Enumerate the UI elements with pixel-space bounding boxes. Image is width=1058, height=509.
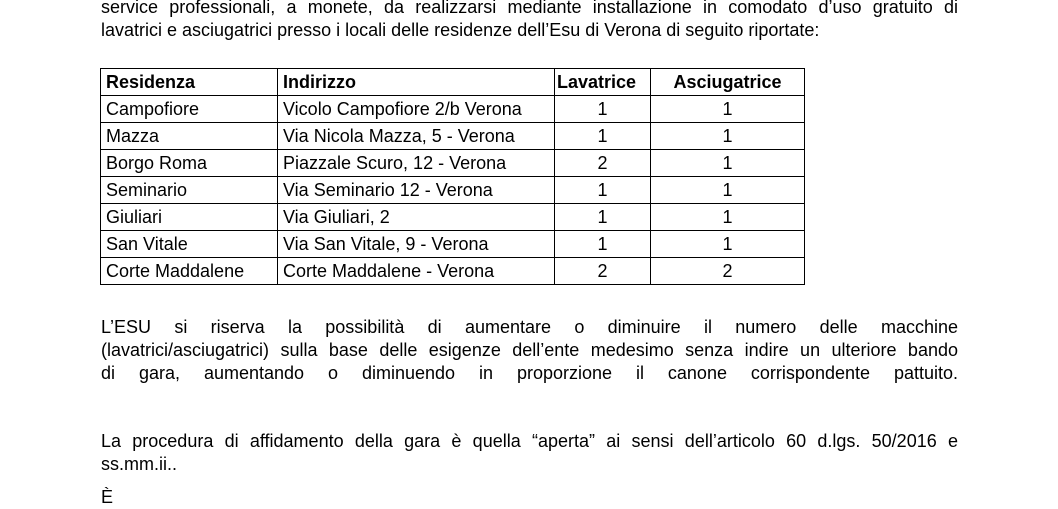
washers-cell: 1 [555, 123, 651, 150]
header-address: Indirizzo [278, 69, 555, 96]
reserve-line-2: (lavatrici/asciugatrici) sulla base delle esigenze dell’ente medesimo senza indire un ulteriore bando [101, 340, 958, 360]
dryers-cell: 1 [651, 231, 805, 258]
dryers-cell: 1 [651, 96, 805, 123]
trailing-text: È [101, 487, 114, 507]
procedure-line-1: La procedura di affidamento della gara è quella “aperta” ai sensi dell’articolo 60 d.lgs. 50/2016 e [101, 431, 958, 451]
washers-cell: 1 [555, 204, 651, 231]
dryers-cell: 1 [651, 177, 805, 204]
dryers-cell: 1 [651, 150, 805, 177]
table-row [101, 150, 805, 177]
residence-cell: Mazza [101, 123, 278, 150]
washers-cell: 1 [555, 177, 651, 204]
table-row [101, 258, 805, 285]
residence-cell: Campofiore [101, 96, 278, 123]
residence-cell: Corte Maddalene [101, 258, 278, 285]
residence-cell: Borgo Roma [101, 150, 278, 177]
residences-table [100, 68, 805, 285]
washers-cell: 1 [555, 96, 651, 123]
reserve-line-3: di gara, aumentando o diminuendo in proporzione il canone corrispondente pattuito. [101, 363, 958, 383]
procedure-paragraph [101, 430, 958, 476]
address-cell: Vicolo Campofiore 2/b Verona [278, 96, 555, 123]
washers-cell: 2 [555, 258, 651, 285]
table-row [101, 96, 805, 123]
address-cell: Via Nicola Mazza, 5 - Verona [278, 123, 555, 150]
table-row [101, 177, 805, 204]
reserve-paragraph [101, 316, 958, 385]
residence-cell: San Vitale [101, 231, 278, 258]
dryers-cell: 1 [651, 204, 805, 231]
table-header-row [101, 69, 805, 96]
intro-line-1: service professionali, a monete, da realizzarsi mediante installazione in comodato d’uso gratuito di [101, 0, 958, 17]
address-cell: Piazzale Scuro, 12 - Verona [278, 150, 555, 177]
table-row [101, 204, 805, 231]
address-cell: Via San Vitale, 9 - Verona [278, 231, 555, 258]
procedure-line-2: ss.mm.ii.. [101, 454, 177, 474]
address-cell: Via Seminario 12 - Verona [278, 177, 555, 204]
dryers-cell: 1 [651, 123, 805, 150]
address-cell: Corte Maddalene - Verona [278, 258, 555, 285]
residence-cell: Seminario [101, 177, 278, 204]
table-row [101, 231, 805, 258]
washers-cell: 2 [555, 150, 651, 177]
reserve-line-1: L’ESU si riserva la possibilità di aumentare o diminuire il numero delle macchine [101, 317, 958, 337]
washers-cell: 1 [555, 231, 651, 258]
residence-cell: Giuliari [101, 204, 278, 231]
dryers-cell: 2 [651, 258, 805, 285]
address-cell: Via Giuliari, 2 [278, 204, 555, 231]
table-row [101, 123, 805, 150]
header-dryers: Asciugatrice [651, 69, 805, 96]
header-residence: Residenza [101, 69, 278, 96]
intro-paragraph [101, 0, 958, 42]
header-washers: Lavatrice [555, 69, 651, 96]
intro-line-2: lavatrici e asciugatrici presso i locali delle residenze dell’Esu di Verona di seguito riportate: [101, 20, 820, 40]
